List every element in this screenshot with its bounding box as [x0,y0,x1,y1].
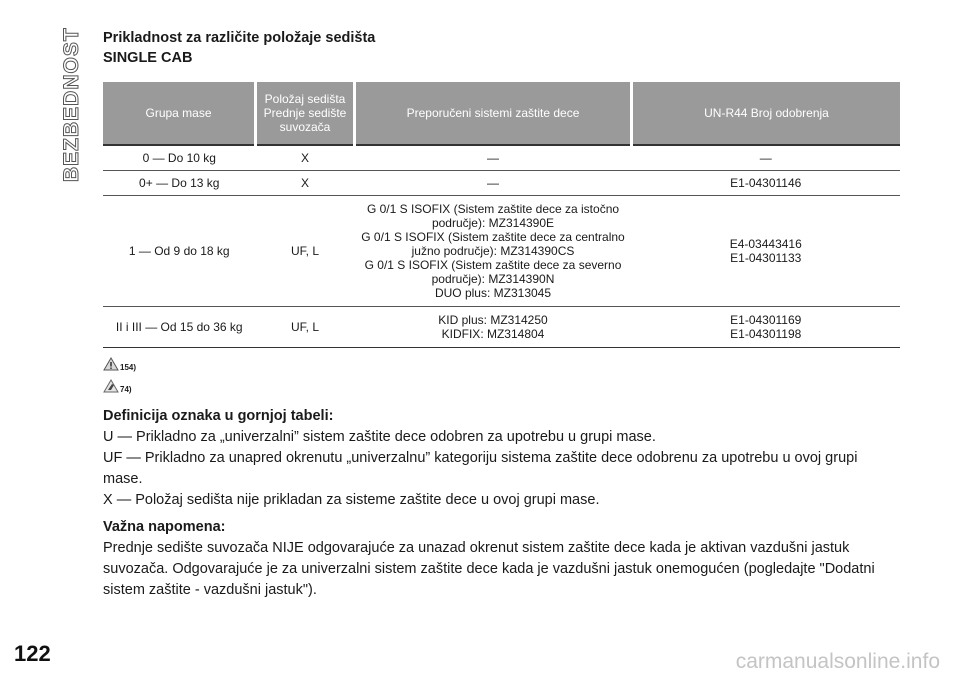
cell-systems: KID plus: MZ314250 KIDFIX: MZ314804 [438,313,548,341]
header-recommended-systems: Preporučeni sistemi zaštite dece [355,82,632,145]
cell-position: UF, L [290,320,319,334]
section-title: BEZBEDNOST [60,27,83,182]
header-seat-position: Položaj sedišta Prednje sedište suvozača [256,82,355,145]
table-row [103,196,900,307]
cell-mass: 0+ — Do 13 kg [139,176,220,190]
table-row [103,145,900,171]
watermark: carmanualsonline.info [735,650,940,673]
page-content [103,28,900,601]
note-reference [103,376,900,396]
note-ref-number: 74) [120,384,132,394]
cell-approval: — [759,151,772,165]
cell-approval: E1-04301169 E1-04301198 [730,313,802,341]
header-approval-number: UN-R44 Broj odobrenja [632,82,901,145]
definition-x: X — Položaj sedišta nije prikladan za sisteme zaštite dece u ovoj grupi mase. [103,492,600,508]
header-mass-group: Grupa mase [103,82,256,145]
cell-position: X [300,176,309,190]
page-heading: Prikladnost za različite položaje sedišta [103,30,376,46]
cell-approval: E4-03443416 E1-04301133 [729,237,802,265]
definition-u: U — Prikladno za „univerzalni” sistem zaštite dece odobren za upotrebu u grupi mase. [103,429,656,445]
table-row [103,171,900,196]
table-row [103,307,900,348]
hand-note-icon [103,379,119,393]
cell-systems: — [487,151,499,165]
cell-systems: — [487,176,499,190]
note-text: Prednje sedište suvozača NIJE odgovarajuće za unazad okrenut sistem zaštite dece kada je aktivan vazdušni jastuk suvozača. Odgovarajuće je za univerzalni sistem zaštite dece kada je vazdušni jastuk onemogućen (pogledajte "Dodatni sistem zaštite - vazdušni jastuk"). [103,540,875,598]
cell-mass: II i III — Od 15 do 36 kg [115,320,243,334]
cell-approval: E1-04301146 [730,176,802,190]
cell-mass: 1 — Od 9 do 18 kg [128,244,230,258]
page-subheading: SINGLE CAB [103,50,193,66]
cell-mass: 0 — Do 10 kg [142,151,216,165]
warning-triangle-icon [103,357,119,371]
cell-position: X [300,151,309,165]
table-header-row [103,82,900,145]
warning-ref-number: 154) [120,362,137,372]
definition-uf: UF — Prikladno za unapred okrenutu „univerzalnu” kategoriju sistema zaštite dece odobrenu za upotrebu u ovoj grupi mase. [103,450,858,487]
cell-position: UF, L [290,244,319,258]
cell-systems: G 0/1 S ISOFIX (Sistem zaštite dece za istočno područje): MZ314390E G 0/1 S ISOFIX (Sistem zaštite dece za centralno južno područje): MZ314390CS G 0/1 S ISOFIX (Sistem zaštite dece za severno područje): MZ314390N DUO plus: MZ313045 [361,202,625,300]
warning-reference [103,354,900,374]
suitability-table [103,82,900,348]
definitions-title: Definicija oznaka u gornjoj tabeli: [103,408,334,424]
note-title: Važna napomena: [103,519,226,535]
page-number: 122 [14,641,51,666]
